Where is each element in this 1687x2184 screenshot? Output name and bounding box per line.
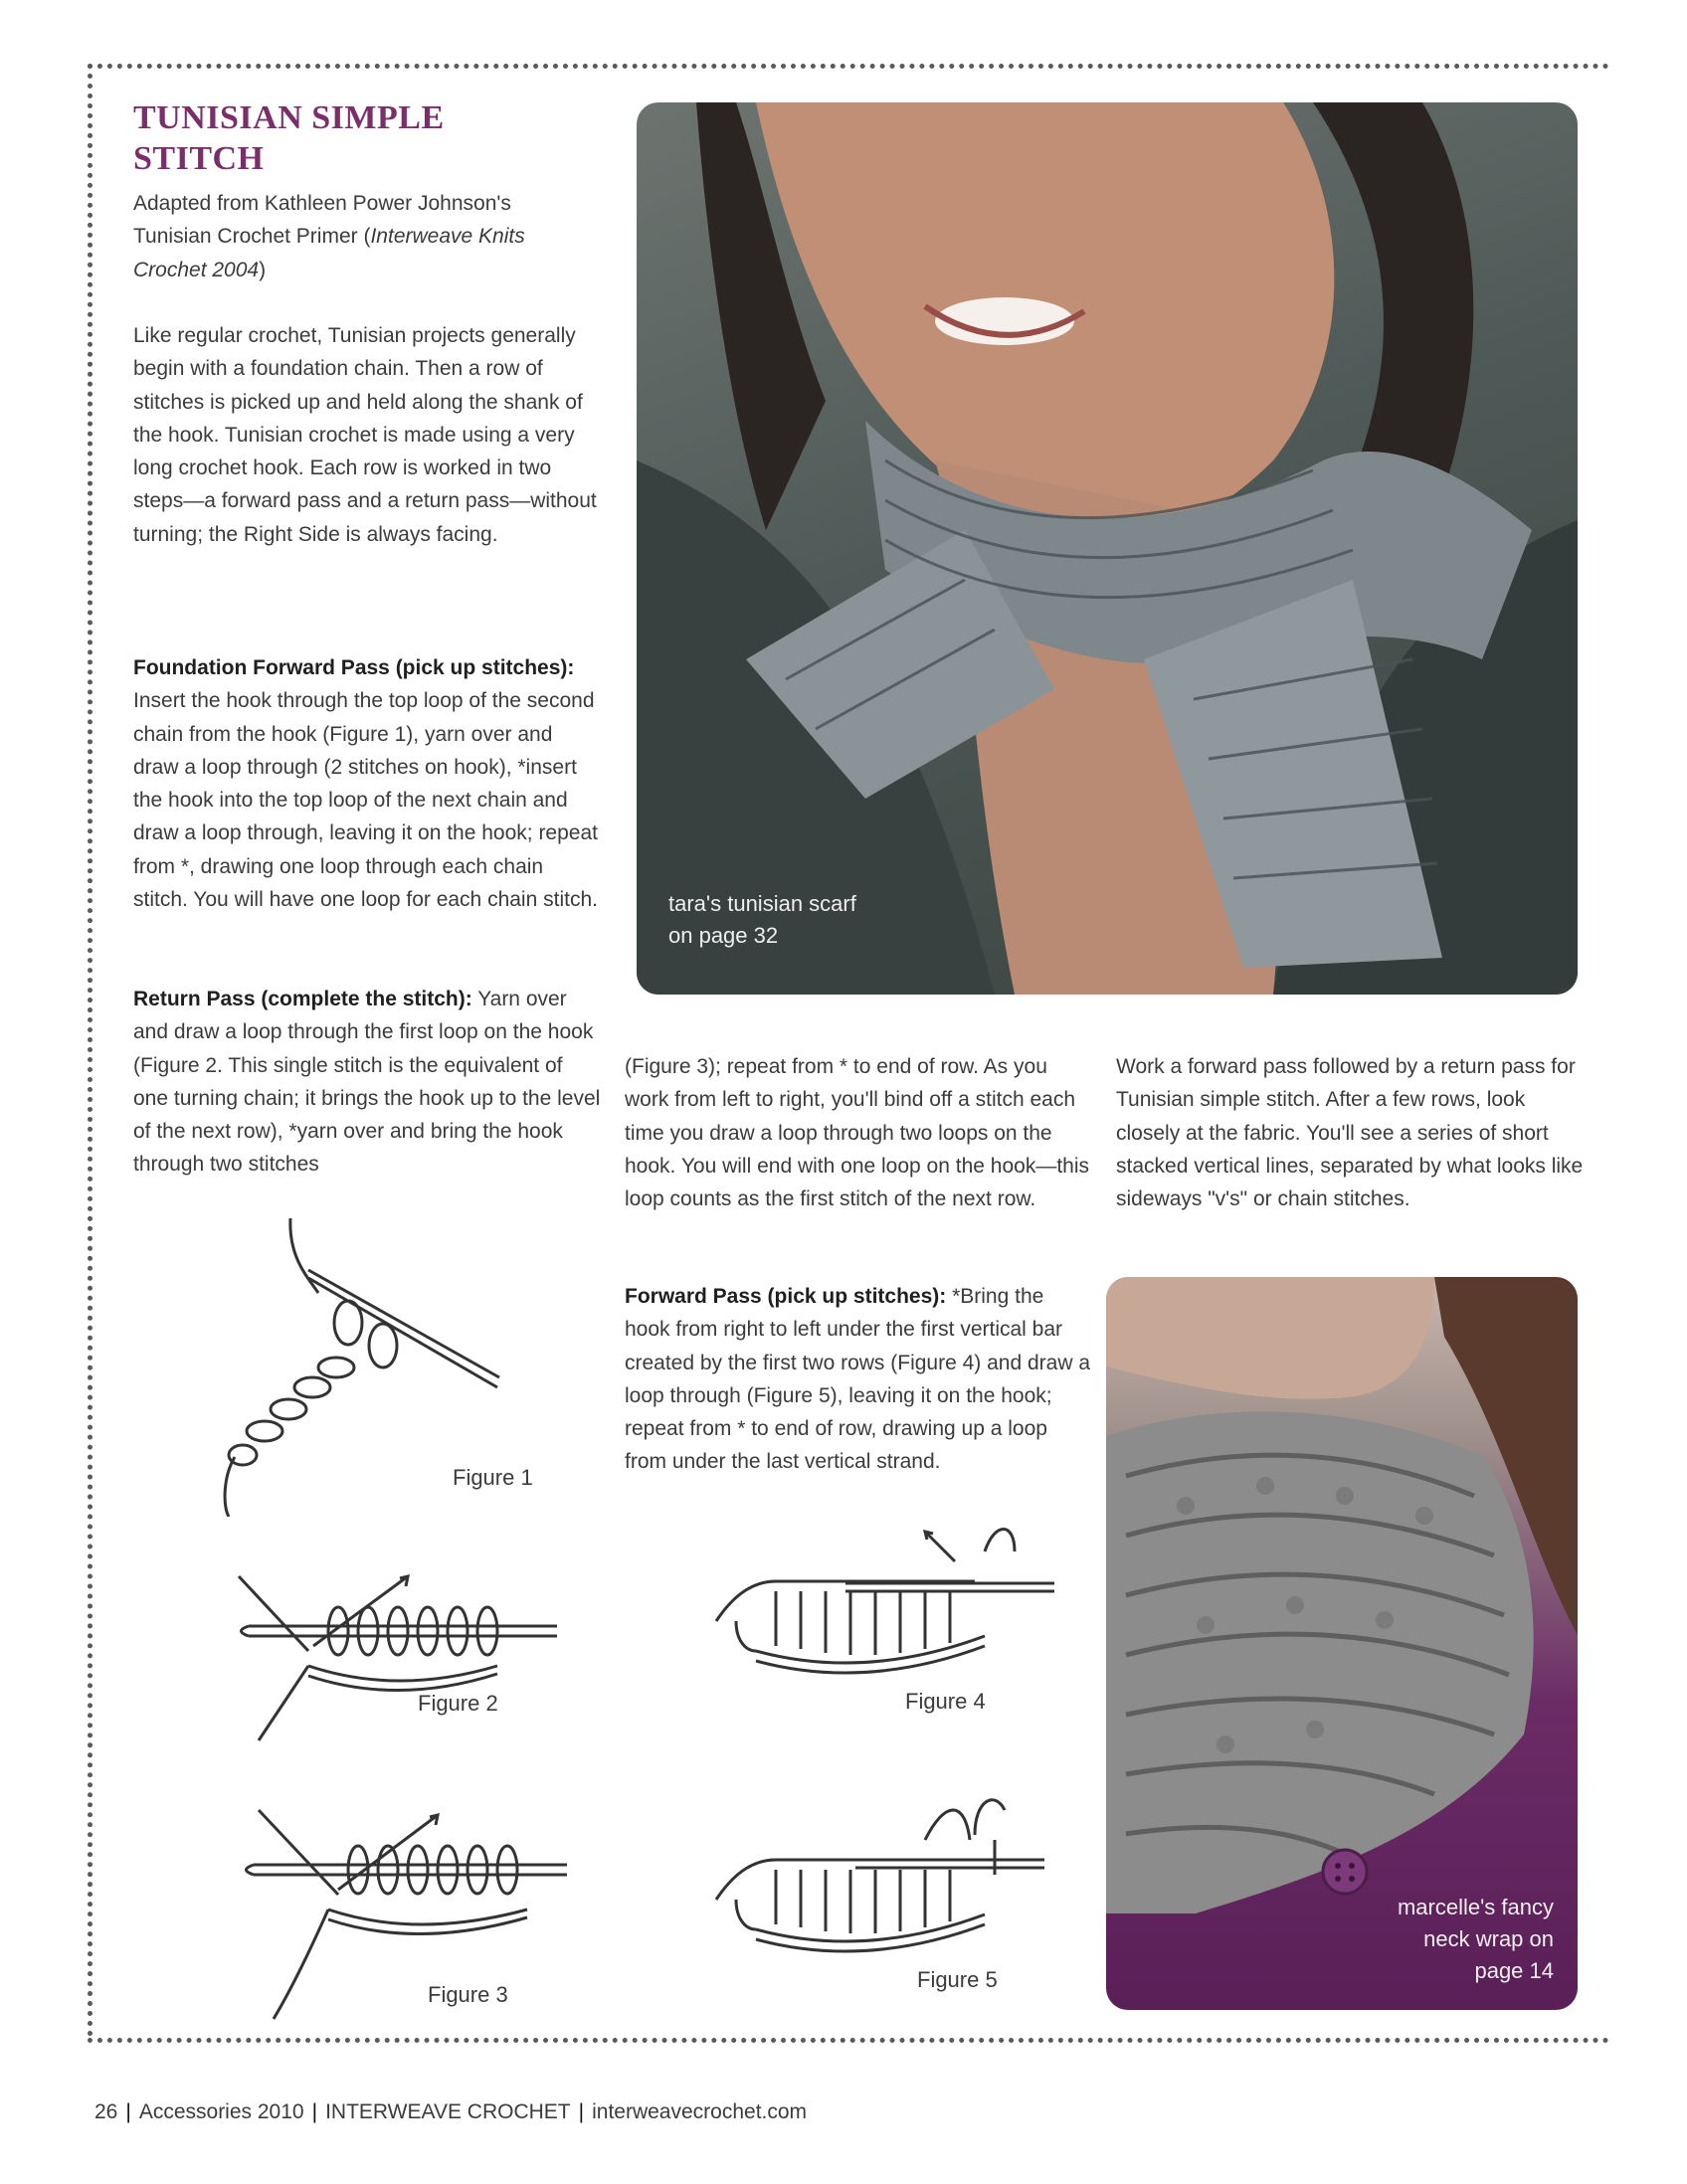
return-heading: Return Pass (complete the stitch):	[133, 988, 472, 1010]
figure-1-label: Figure 1	[453, 1465, 533, 1490]
neck-wrap-caption: marcelle's fancy neck wrap on page 14	[1397, 1895, 1554, 1983]
scarf-caption: tara's tunisian scarf on page 32	[668, 891, 856, 948]
return-pass-paragraph: Return Pass (complete the stitch): Yarn over and draw a loop through the first loop on the hook (Figure 2. This single stitch is the equivalent of one turning chain; it brings the hook up to the level of the next row), *yarn over and bring the hook through two stitches	[133, 988, 601, 1177]
neck-wrap-photo	[1106, 1277, 1578, 2010]
figure-3	[239, 1805, 617, 2034]
figure-4-illustration	[696, 1522, 1074, 1721]
website-link[interactable]: interweavecrochet.com	[592, 2100, 808, 2123]
issue-name: Accessories 2010	[138, 2100, 304, 2123]
foundation-forward-pass-paragraph: Foundation Forward Pass (pick up stitches): Insert the hook through the top loop of the second chain from the hook (Figure 1), yarn over and draw a loop through (2 stitches on hook), *insert the hook into the top loop of the next chain and draw a loop through, leaving it on the hook; repeat from *, drawing one loop through each chain stitch. You will have one loop for each chain stitch.	[133, 656, 598, 912]
forward-pass-paragraph: Forward Pass (pick up stitches): *Bring the hook from right to left under the first vertical bar created by the first two rows (Figure 4) and draw a loop through (Figure 5), leaving it on the hook; repeat from * to end of row, drawing up a loop from under the last vertical strand.	[625, 1285, 1091, 1474]
intro-paragraph: Like regular crochet, Tunisian projects generally begin with a foundation chain. Then a row of stitches is picked up and held along the shank of the hook. Tunisian crochet is made using a very long crochet hook. Each row is worked in two steps—a forward pass and a return pass—without turning; the Right Side is always facing.	[133, 324, 597, 546]
figure-5-label: Figure 5	[917, 1967, 998, 1992]
page-number: 26	[94, 2100, 118, 2123]
figure-2-label: Figure 2	[418, 1691, 498, 1716]
closing-paragraph: Work a forward pass followed by a return pass for Tunisian simple stitch. After a few rows, look closely at the fabric. You'll see a series of short stacked vertical lines, separated by what looks like sideways "v's" or chain stitches.	[1116, 1055, 1584, 1211]
page-footer: 26 | Accessories 2010 | INTERWEAVE CROCHET | interweavecrochet.com	[94, 2100, 808, 2123]
bottom-dotted-border	[88, 2038, 1609, 2043]
scarf-photo	[637, 102, 1578, 995]
left-dotted-border	[88, 64, 93, 2038]
article-title: TUNISIAN SIMPLE STITCH	[133, 99, 445, 177]
figure-2-illustration	[229, 1556, 607, 1755]
foundation-heading: Foundation Forward Pass (pick up stitches):	[133, 656, 575, 679]
figure-1	[209, 1218, 587, 1517]
figure-5-illustration	[696, 1780, 1074, 2009]
figure-5	[696, 1780, 1074, 2009]
magazine-name: INTERWEAVE CROCHET	[325, 2100, 571, 2123]
figure-2	[229, 1556, 607, 1755]
return-pass-continued: (Figure 3); repeat from * to end of row. As you work from left to right, you'll bind off a stitch each time you draw a loop through two loops on the hook. You will end with one loop on the hook—this loop counts as the first stitch of the next row.	[625, 1055, 1089, 1211]
figure-4	[696, 1522, 1074, 1721]
figure-4-label: Figure 4	[905, 1689, 986, 1714]
article-credit: Adapted from Kathleen Power Johnson's Tunisian Crochet Primer (Interweave Knits Crochet 2004)	[133, 192, 525, 281]
scarf-photo-art	[637, 102, 1578, 995]
figure-3-label: Figure 3	[428, 1982, 508, 2007]
forward-heading: Forward Pass (pick up stitches):	[625, 1285, 947, 1308]
top-dotted-border	[88, 64, 1609, 69]
